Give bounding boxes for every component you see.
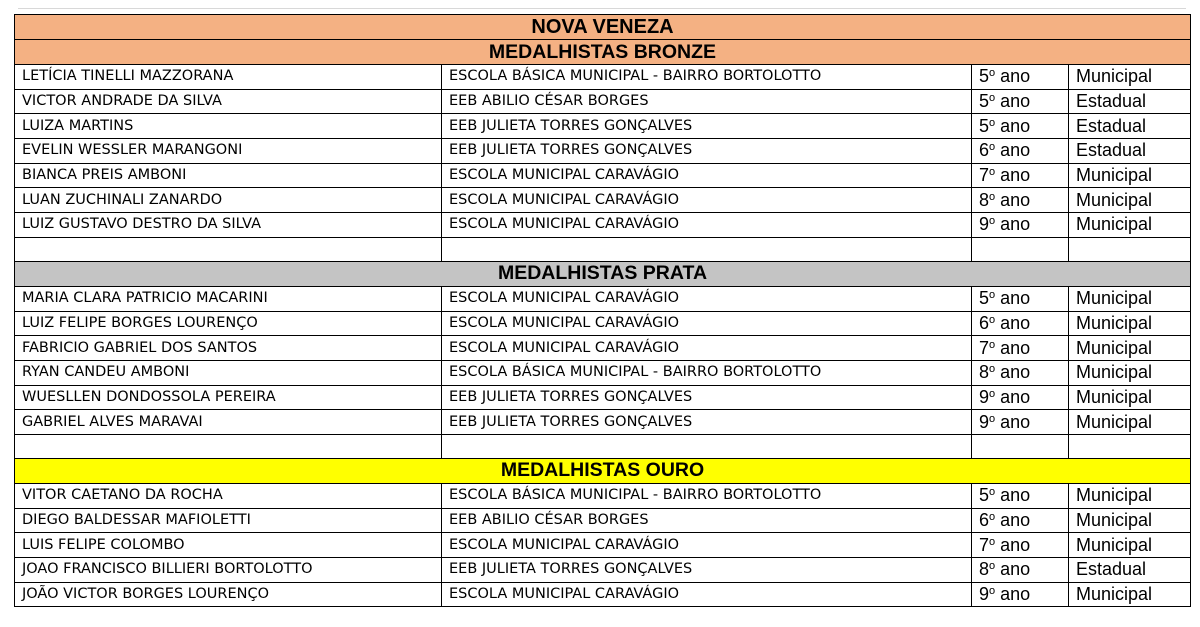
grade-ordinal: o [989, 92, 996, 105]
blank-cell [442, 237, 972, 261]
network-cell: Municipal [1069, 286, 1191, 311]
school-name-cell: ESCOLA MUNICIPAL CARAVÁGIO [442, 213, 972, 238]
grade-ordinal: o [989, 560, 996, 573]
medalists-table [14, 14, 1191, 607]
grade-unit: ano [1000, 165, 1031, 186]
grade-unit: ano [1000, 91, 1031, 112]
network-cell: Municipal [1069, 65, 1191, 90]
blank-cell [1069, 237, 1191, 261]
network-cell: Municipal [1069, 163, 1191, 188]
table-row [15, 65, 1191, 90]
grade-number: 9 [979, 411, 990, 432]
table-row [15, 311, 1191, 336]
blank-cell [442, 434, 972, 458]
grade-unit: ano [1000, 214, 1031, 235]
grade-number: 9 [979, 214, 990, 235]
grade-number: 7 [979, 337, 990, 358]
grade-unit: ano [1000, 312, 1031, 333]
grade-ordinal: o [989, 313, 996, 326]
student-name-cell: LUAN ZUCHINALI ZANARDO [15, 188, 442, 213]
grade-cell [972, 508, 1069, 533]
grade-ordinal: o [989, 141, 996, 154]
grade-ordinal: o [989, 387, 996, 400]
network-cell: Municipal [1069, 410, 1191, 435]
grade-unit: ano [1000, 189, 1031, 210]
medalists-table-body [15, 15, 1191, 607]
table-row [15, 188, 1191, 213]
section-heading: MEDALHISTAS OURO [15, 458, 1191, 483]
grade-unit: ano [1000, 115, 1031, 136]
table-row [15, 410, 1191, 435]
table-row [15, 213, 1191, 238]
section-header-row-silver [15, 261, 1191, 286]
school-name-cell: ESCOLA MUNICIPAL CARAVÁGIO [442, 286, 972, 311]
table-row [15, 139, 1191, 164]
table-row [15, 89, 1191, 114]
table-row [15, 385, 1191, 410]
grade-number: 7 [979, 534, 990, 555]
student-name-cell: VICTOR ANDRADE DA SILVA [15, 89, 442, 114]
student-name-cell: RYAN CANDEU AMBONI [15, 360, 442, 385]
student-name-cell: EVELIN WESSLER MARANGONI [15, 139, 442, 164]
school-name-cell: ESCOLA BÁSICA MUNICIPAL - BAIRRO BORTOLOTTO [442, 483, 972, 508]
title-row [15, 15, 1191, 40]
network-cell: Municipal [1069, 360, 1191, 385]
school-name-cell: EEB ABILIO CÉSAR BORGES [442, 508, 972, 533]
grade-number: 7 [979, 165, 990, 186]
student-name-cell: JOÃO VICTOR BORGES LOURENÇO [15, 582, 442, 607]
grade-ordinal: o [989, 67, 996, 80]
grade-unit: ano [1000, 411, 1031, 432]
grade-cell [972, 213, 1069, 238]
network-cell: Municipal [1069, 213, 1191, 238]
page-title: NOVA VENEZA [15, 15, 1191, 40]
grade-number: 9 [979, 584, 990, 605]
table-row [15, 360, 1191, 385]
grade-number: 5 [979, 485, 990, 506]
grade-cell [972, 163, 1069, 188]
grade-ordinal: o [989, 535, 996, 548]
network-cell: Municipal [1069, 311, 1191, 336]
grade-ordinal: o [989, 412, 996, 425]
section-heading: MEDALHISTAS BRONZE [15, 40, 1191, 65]
grade-number: 5 [979, 66, 990, 87]
grade-cell [972, 410, 1069, 435]
blank-cell [1069, 434, 1191, 458]
school-name-cell: EEB JULIETA TORRES GONÇALVES [442, 139, 972, 164]
grade-ordinal: o [989, 166, 996, 179]
grade-number: 6 [979, 140, 990, 161]
network-cell: Municipal [1069, 508, 1191, 533]
grade-cell [972, 385, 1069, 410]
grade-number: 8 [979, 559, 990, 580]
school-name-cell: ESCOLA MUNICIPAL CARAVÁGIO [442, 188, 972, 213]
grade-number: 6 [979, 312, 990, 333]
grade-unit: ano [1000, 509, 1031, 530]
top-divider-line [18, 8, 1186, 9]
grade-cell [972, 286, 1069, 311]
school-name-cell: ESCOLA MUNICIPAL CARAVÁGIO [442, 533, 972, 558]
table-row [15, 582, 1191, 607]
network-cell: Municipal [1069, 385, 1191, 410]
student-name-cell: VITOR CAETANO DA ROCHA [15, 483, 442, 508]
school-name-cell: ESCOLA MUNICIPAL CARAVÁGIO [442, 582, 972, 607]
table-row [15, 533, 1191, 558]
grade-cell [972, 65, 1069, 90]
table-row [15, 286, 1191, 311]
table-row [15, 336, 1191, 361]
grade-cell [972, 336, 1069, 361]
grade-unit: ano [1000, 559, 1031, 580]
grade-ordinal: o [989, 190, 996, 203]
network-cell: Estadual [1069, 89, 1191, 114]
school-name-cell: EEB JULIETA TORRES GONÇALVES [442, 410, 972, 435]
grade-cell [972, 483, 1069, 508]
student-name-cell: GABRIEL ALVES MARAVAI [15, 410, 442, 435]
section-header-row-gold [15, 458, 1191, 483]
network-cell: Estadual [1069, 558, 1191, 583]
school-name-cell: EEB JULIETA TORRES GONÇALVES [442, 558, 972, 583]
grade-ordinal: o [989, 338, 996, 351]
grade-ordinal: o [989, 585, 996, 598]
grade-unit: ano [1000, 337, 1031, 358]
school-name-cell: ESCOLA BÁSICA MUNICIPAL - BAIRRO BORTOLOTTO [442, 65, 972, 90]
student-name-cell: LUIZ GUSTAVO DESTRO DA SILVA [15, 213, 442, 238]
table-row [15, 114, 1191, 139]
section-heading: MEDALHISTAS PRATA [15, 261, 1191, 286]
grade-cell [972, 188, 1069, 213]
grade-ordinal: o [989, 486, 996, 499]
table-row [15, 163, 1191, 188]
table-row [15, 483, 1191, 508]
blank-cell [972, 434, 1069, 458]
table-row [15, 508, 1191, 533]
grade-unit: ano [1000, 140, 1031, 161]
school-name-cell: ESCOLA MUNICIPAL CARAVÁGIO [442, 163, 972, 188]
school-name-cell: EEB JULIETA TORRES GONÇALVES [442, 385, 972, 410]
grade-number: 9 [979, 386, 990, 407]
grade-cell [972, 311, 1069, 336]
grade-number: 5 [979, 115, 990, 136]
section-header-row-bronze [15, 40, 1191, 65]
grade-ordinal: o [989, 363, 996, 376]
grade-unit: ano [1000, 386, 1031, 407]
network-cell: Municipal [1069, 336, 1191, 361]
grade-cell [972, 360, 1069, 385]
grade-cell [972, 558, 1069, 583]
grade-cell [972, 89, 1069, 114]
network-cell: Municipal [1069, 533, 1191, 558]
grade-number: 6 [979, 509, 990, 530]
grade-ordinal: o [989, 215, 996, 228]
blank-cell [15, 237, 442, 261]
grade-unit: ano [1000, 485, 1031, 506]
school-name-cell: ESCOLA MUNICIPAL CARAVÁGIO [442, 336, 972, 361]
school-name-cell: ESCOLA MUNICIPAL CARAVÁGIO [442, 311, 972, 336]
student-name-cell: BIANCA PREIS AMBONI [15, 163, 442, 188]
blank-cell [972, 237, 1069, 261]
grade-ordinal: o [989, 289, 996, 302]
grade-cell [972, 139, 1069, 164]
blank-spacer-row [15, 434, 1191, 458]
student-name-cell: JOAO FRANCISCO BILLIERI BORTOLOTTO [15, 558, 442, 583]
grade-unit: ano [1000, 288, 1031, 309]
table-row [15, 558, 1191, 583]
student-name-cell: MARIA CLARA PATRICIO MACARINI [15, 286, 442, 311]
network-cell: Estadual [1069, 114, 1191, 139]
grade-number: 8 [979, 362, 990, 383]
school-name-cell: EEB JULIETA TORRES GONÇALVES [442, 114, 972, 139]
network-cell: Municipal [1069, 188, 1191, 213]
student-name-cell: LUIZ FELIPE BORGES LOURENÇO [15, 311, 442, 336]
network-cell: Estadual [1069, 139, 1191, 164]
student-name-cell: LUIZA MARTINS [15, 114, 442, 139]
student-name-cell: WUESLLEN DONDOSSOLA PEREIRA [15, 385, 442, 410]
grade-cell [972, 533, 1069, 558]
grade-number: 5 [979, 91, 990, 112]
grade-unit: ano [1000, 584, 1031, 605]
grade-cell [972, 114, 1069, 139]
grade-number: 5 [979, 288, 990, 309]
grade-unit: ano [1000, 534, 1031, 555]
grade-unit: ano [1000, 362, 1031, 383]
blank-cell [15, 434, 442, 458]
grade-number: 8 [979, 189, 990, 210]
school-name-cell: ESCOLA BÁSICA MUNICIPAL - BAIRRO BORTOLOTTO [442, 360, 972, 385]
grade-unit: ano [1000, 66, 1031, 87]
grade-ordinal: o [989, 510, 996, 523]
student-name-cell: LUIS FELIPE COLOMBO [15, 533, 442, 558]
network-cell: Municipal [1069, 582, 1191, 607]
blank-spacer-row [15, 237, 1191, 261]
grade-cell [972, 582, 1069, 607]
grade-ordinal: o [989, 116, 996, 129]
student-name-cell: FABRICIO GABRIEL DOS SANTOS [15, 336, 442, 361]
student-name-cell: LETÍCIA TINELLI MAZZORANA [15, 65, 442, 90]
school-name-cell: EEB ABILIO CÉSAR BORGES [442, 89, 972, 114]
network-cell: Municipal [1069, 483, 1191, 508]
student-name-cell: DIEGO BALDESSAR MAFIOLETTI [15, 508, 442, 533]
